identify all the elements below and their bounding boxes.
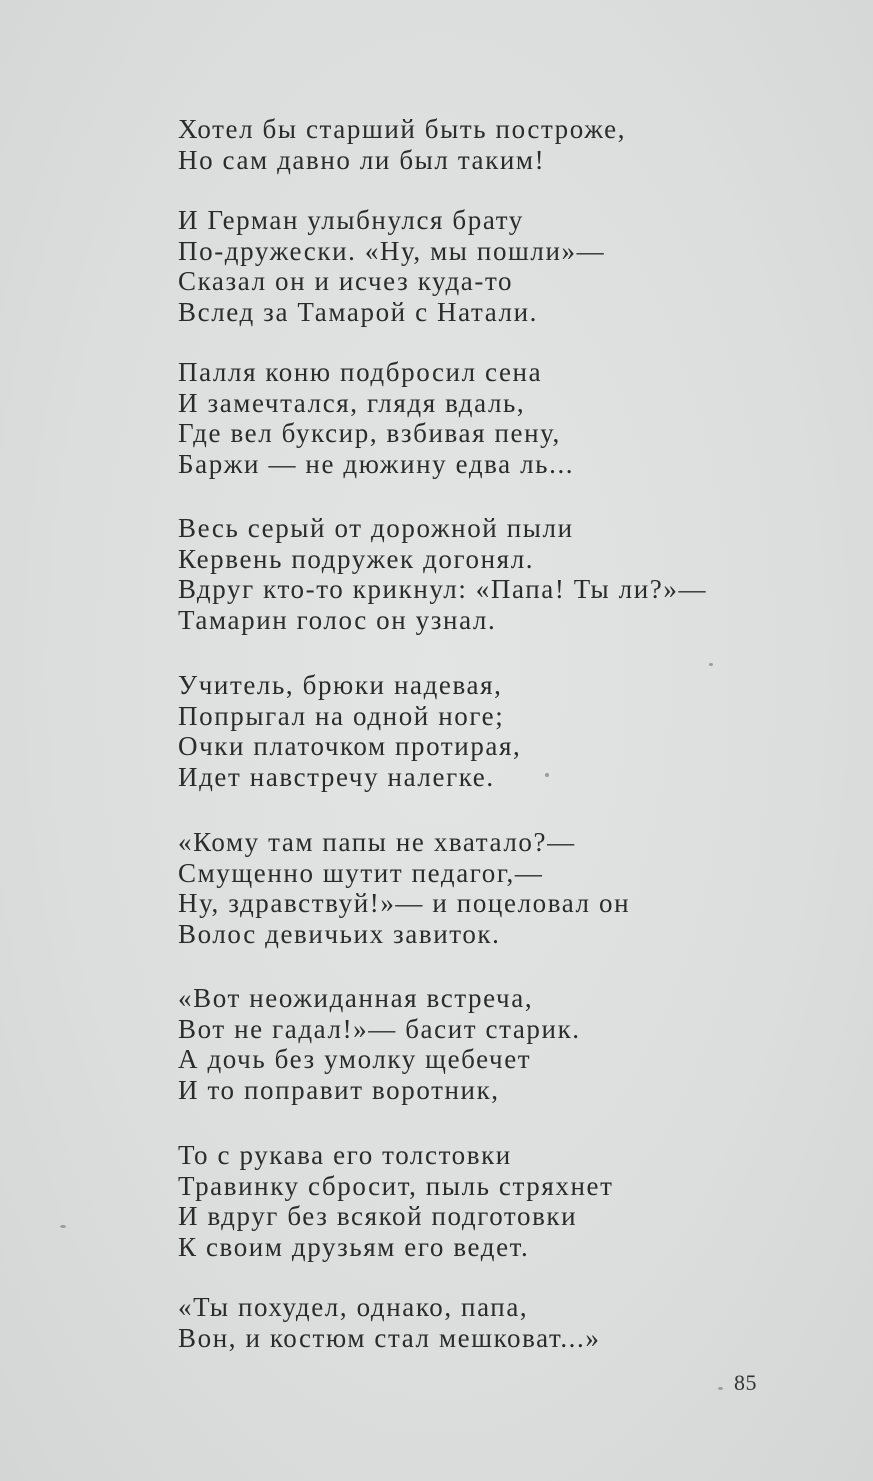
poem-line: Травинку сбросит, пыль стряхнет [178,1170,614,1201]
stanza-6 [178,827,630,949]
stanza-1 [178,114,626,175]
poem-line: Но сам давно ли был таким! [178,144,546,175]
scan-speck [718,1387,723,1390]
poem-line: Идет навстречу налегке. [178,761,495,792]
poem-line: Вслед за Тамарой с Натали. [178,296,539,327]
poem-line: Сказал он и исчез куда-то [178,266,514,296]
poem-line: Попрыгал на одной ноге; [178,700,505,731]
stanza-3 [178,357,574,479]
poem-line: Вдруг кто-то крикнул: «Папа! Ты ли?»— [178,574,708,604]
poem-line: «Вот неожиданная встреча, [178,983,534,1013]
stanza-8 [178,1140,614,1262]
scan-speck [709,663,713,666]
scan-speck [60,1225,66,1228]
poem-line: Волос девичьих завиток. [178,918,501,949]
poem-line: Баржи — не дюжину едва ль... [178,448,575,479]
poem-line: А дочь без умолку щебечет [178,1044,532,1074]
poem-line: К своим друзьям его ведет. [178,1231,530,1262]
poem-line: И замечтался, глядя вдаль, [178,387,526,418]
poem-line: И то поправит воротник, [178,1074,500,1105]
poem-line: Смущенно шутит педагог,— [178,857,544,888]
scan-speck [545,773,549,777]
poem-line: Хотел бы старший быть построже, [178,114,627,144]
stanza-7 [178,983,581,1105]
poem-line: Учитель, брюки надевая, [178,670,503,700]
poem-line: «Ты похудел, однако, папа, [178,1292,529,1322]
poem-line: «Кому там папы не хватало?— [178,827,576,857]
stanza-9 [178,1292,600,1353]
poem-line: Кервень подружек догонял. [178,543,535,574]
poem-line: Тамарин голос он узнал. [178,604,497,635]
page-number: 85 [734,1370,757,1395]
stanza-4 [178,513,707,635]
poem-line: И Герман улыбнулся брату [178,205,524,235]
stanza-5 [178,670,521,792]
poem-line: Очки платочком протирая, [178,731,522,761]
poem-line: По-дружески. «Ну, мы пошли»— [178,235,606,266]
poem-line: То с рукава его толстовки [178,1140,512,1170]
poem-line: Палля коню подбросил сена [178,357,543,387]
stanza-2 [178,205,605,327]
poem-line: Ну, здравствуй!»— и поцеловал он [178,888,631,918]
poem-line: Вот не гадал!»— басит старик. [178,1013,581,1044]
poem-line: И вдруг без всякой подготовки [178,1201,578,1231]
poem-line: Где вел буксир, взбивая пену, [178,418,561,448]
poem-line: Весь серый от дорожной пыли [178,513,574,543]
poem-line: Вон, и костюм стал мешковат...» [178,1322,601,1353]
